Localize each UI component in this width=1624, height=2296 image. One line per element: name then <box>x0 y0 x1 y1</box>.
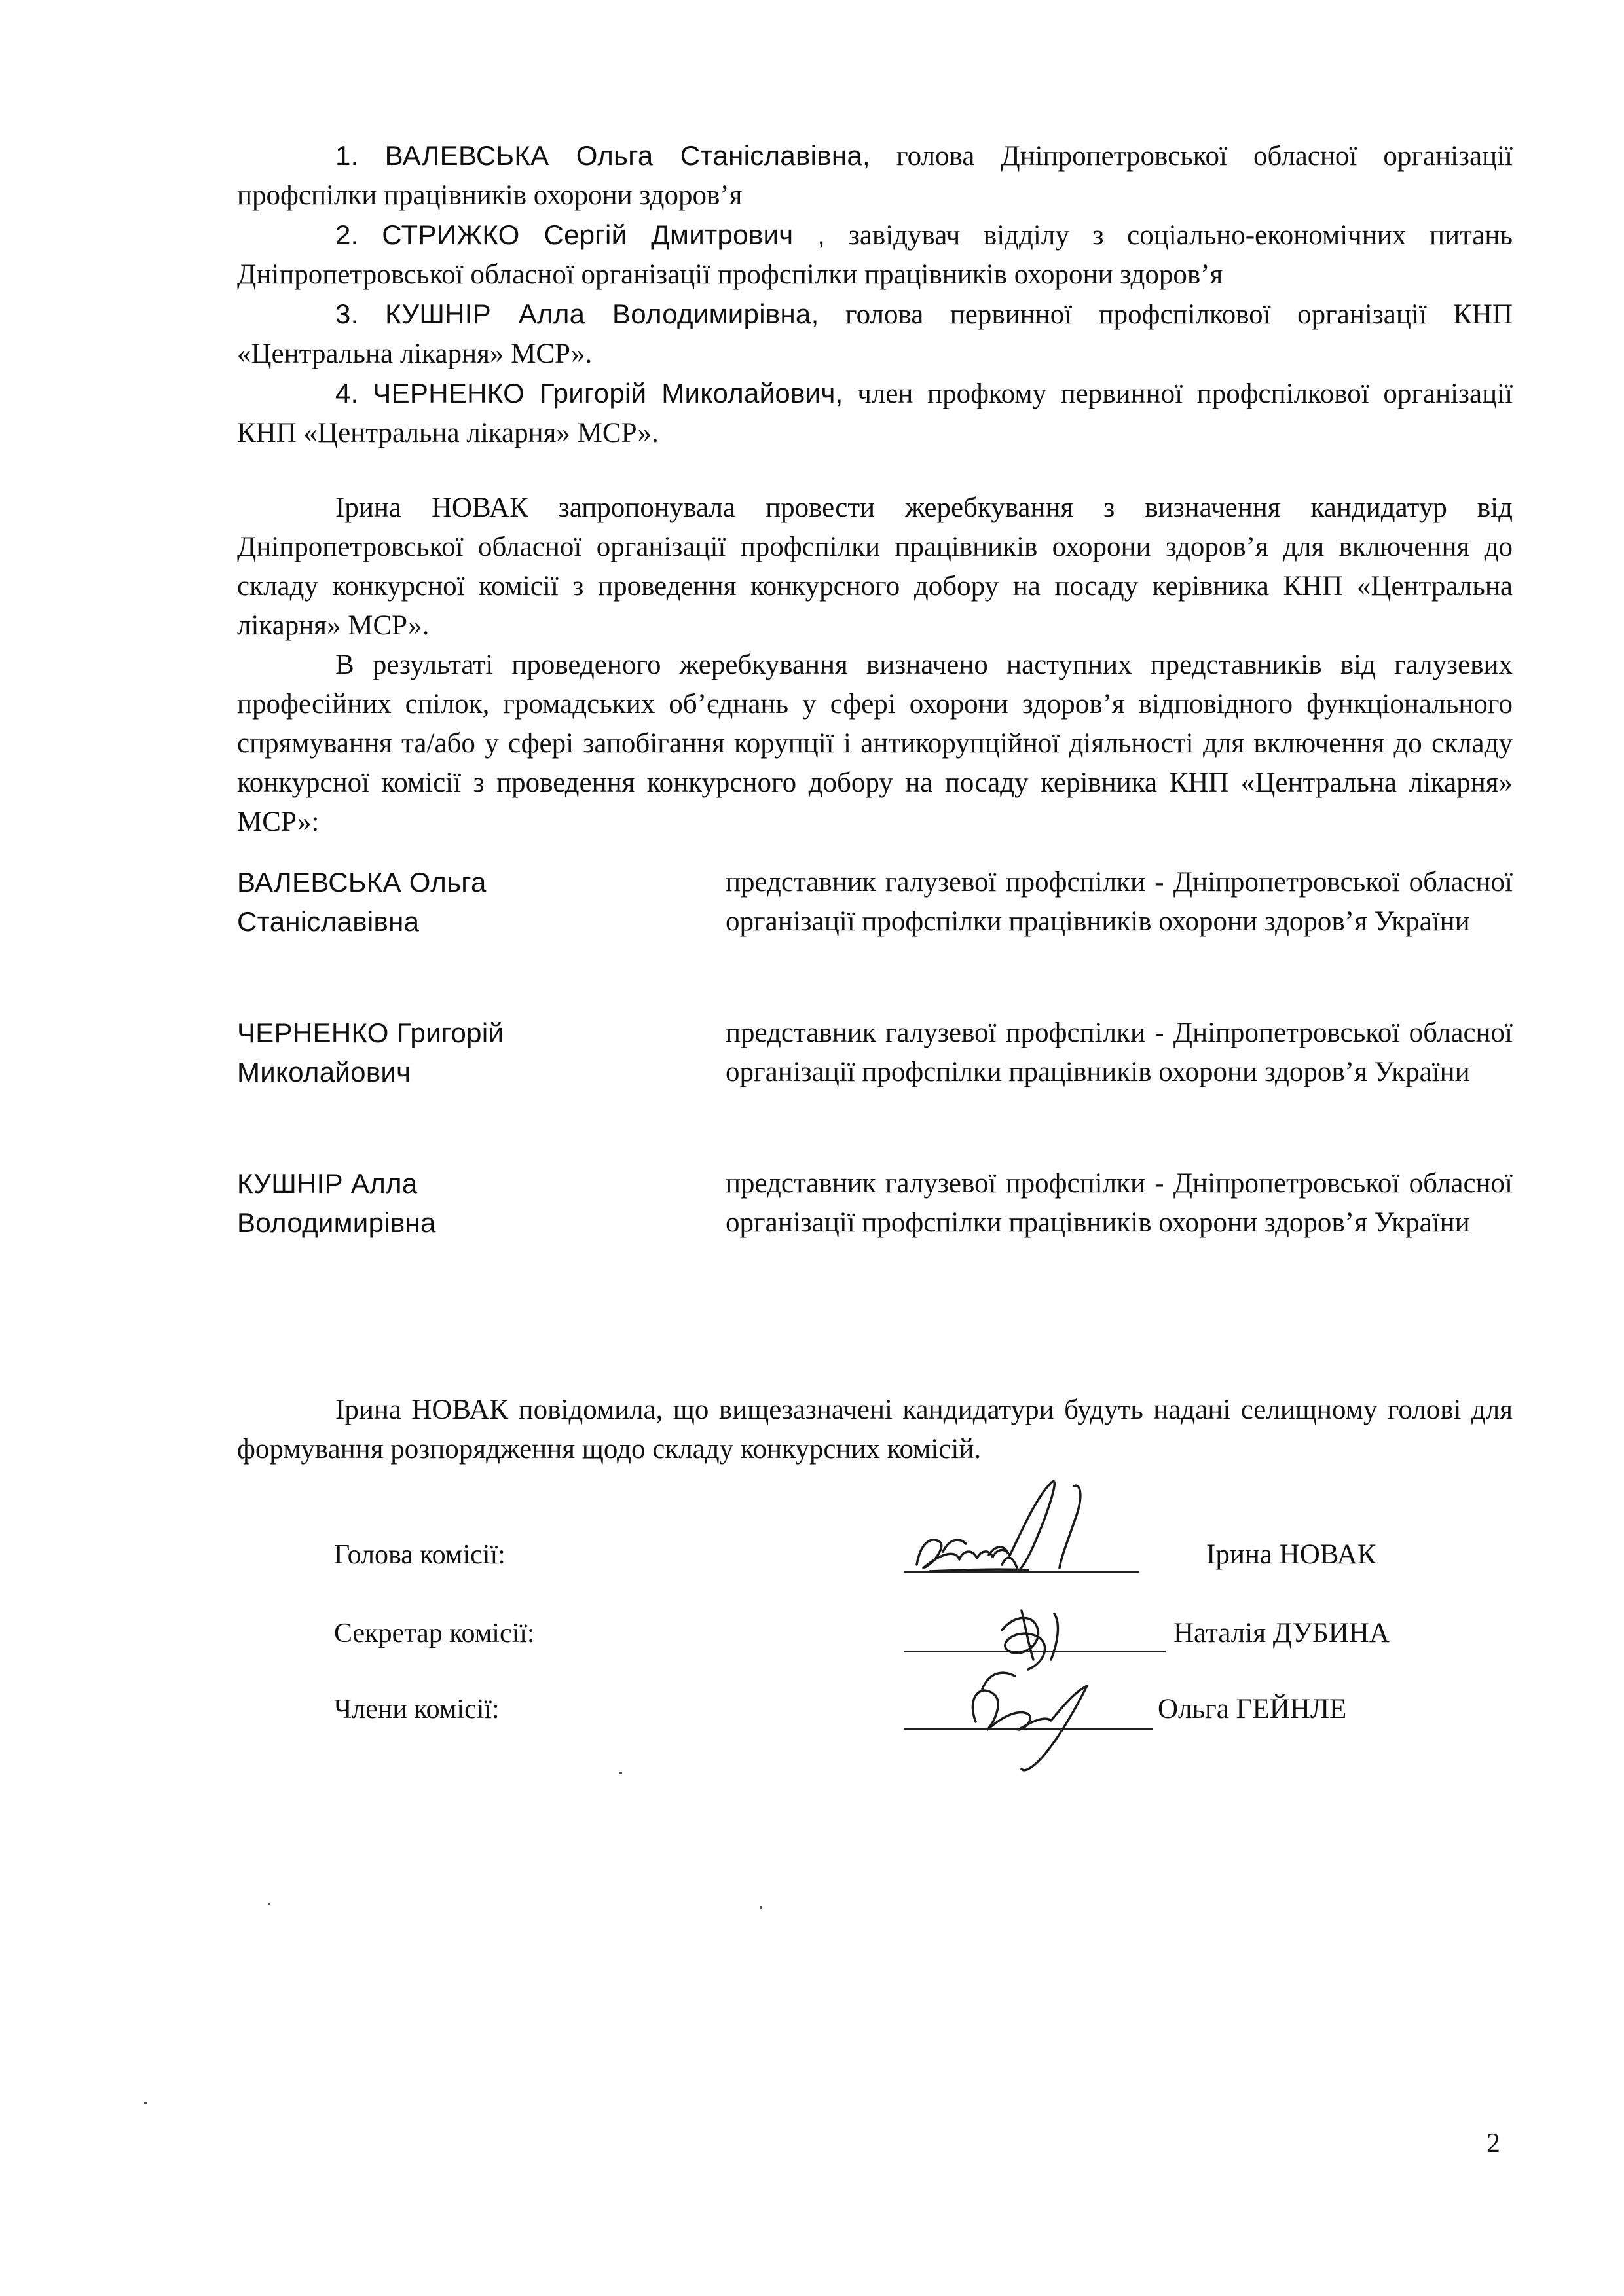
representative-role: представник галузевої профспілки - Дніпропетровської обласної організації профспілки працівників охорони здоров’я України <box>726 867 1513 937</box>
result-paragraph: В результаті проведеного жеребкування визначено наступних представників від галузевих професійних спілок, громадських об’єднань у сфері охорони здоров’я відповідного функціонального спрямування та/або у сфері запобігання корупції і антикорупційної діяльності для включення до складу конкурсної комісії з проведення конкурсного добору на посаду керівника КНП «Центральна лікарня» МСР»: <box>237 649 1513 837</box>
representative-name: КУШНІР Алла Володимирівна <box>237 1168 436 1238</box>
representative-role: представник галузевої профспілки - Дніпропетровської обласної організації профспілки працівників охорони здоров’я України <box>726 1168 1513 1238</box>
notice-block <box>237 1391 1513 1469</box>
signature-name-chair: Ірина НОВАК <box>1206 1539 1376 1570</box>
members-list <box>237 136 1513 453</box>
scan-speck <box>144 2102 147 2104</box>
scan-speck <box>619 1772 622 1774</box>
notice-speaker: Ірина НОВАК <box>335 1394 509 1425</box>
scan-speck <box>760 1906 762 1909</box>
scan-speck <box>268 1903 270 1905</box>
member-item-4: 4. ЧЕРНЕНКО Григорій Миколайович, член профкому первинної профспілкової організації КНП «Центральна лікарня» МСР». <box>237 378 1513 448</box>
member-item-3: 3. КУШНІР Алла Володимирівна, голова первинної профспілкової організації КНП «Центральна лікарня» МСР». <box>237 299 1513 369</box>
page-number: 2 <box>1486 2128 1500 2159</box>
signature-name-secretary: Наталія ДУБИНА <box>1173 1618 1390 1649</box>
representative-role: представник галузевої профспілки - Дніпропетровської обласної організації профспілки працівників охорони здоров’я України <box>726 1017 1513 1087</box>
member-item-1: 1. ВАЛЕВСЬКА Ольга Станіславівна, голова Дніпропетровської обласної організації профспілки працівників охорони здоров’я <box>237 140 1513 211</box>
signature-name-member: Ольга ГЕЙНЛЕ <box>1158 1694 1347 1724</box>
signature-role-secretary: Секретар комісії: <box>334 1618 535 1649</box>
signature-role-members: Члени комісії: <box>334 1694 500 1724</box>
representative-name: ВАЛЕВСЬКА Ольга Станіславівна <box>237 867 487 937</box>
signature-role-chair: Голова комісії: <box>334 1540 506 1570</box>
proposal-paragraph: Ірина НОВАК запропонувала провести жеребкування з визначення кандидатур від Дніпропетровської обласної організації профспілки працівників охорони здоров’я для включення до складу конкурсної комісії з проведення конкурсного добору на посаду керівника КНП «Центральна лікарня» МСР». <box>237 492 1513 641</box>
proposal-speaker: Ірина НОВАК <box>335 492 528 523</box>
notice-paragraph: Ірина НОВАК повідомила, що вищезазначені кандидатури будуть надані селищному голові для формування розпорядження щодо складу конкурсних комісій. <box>237 1394 1513 1465</box>
member-item-2: 2. СТРИЖКО Сергій Дмитрович , завідувач відділу з соціально-економічних питань Дніпропетровської обласної організації профспілки працівників охорони здоров’я <box>237 219 1513 290</box>
handwritten-signatures <box>904 1473 1179 1774</box>
draw-paragraphs <box>237 488 1513 842</box>
representative-name: ЧЕРНЕНКО Григорій Миколайович <box>237 1017 504 1087</box>
